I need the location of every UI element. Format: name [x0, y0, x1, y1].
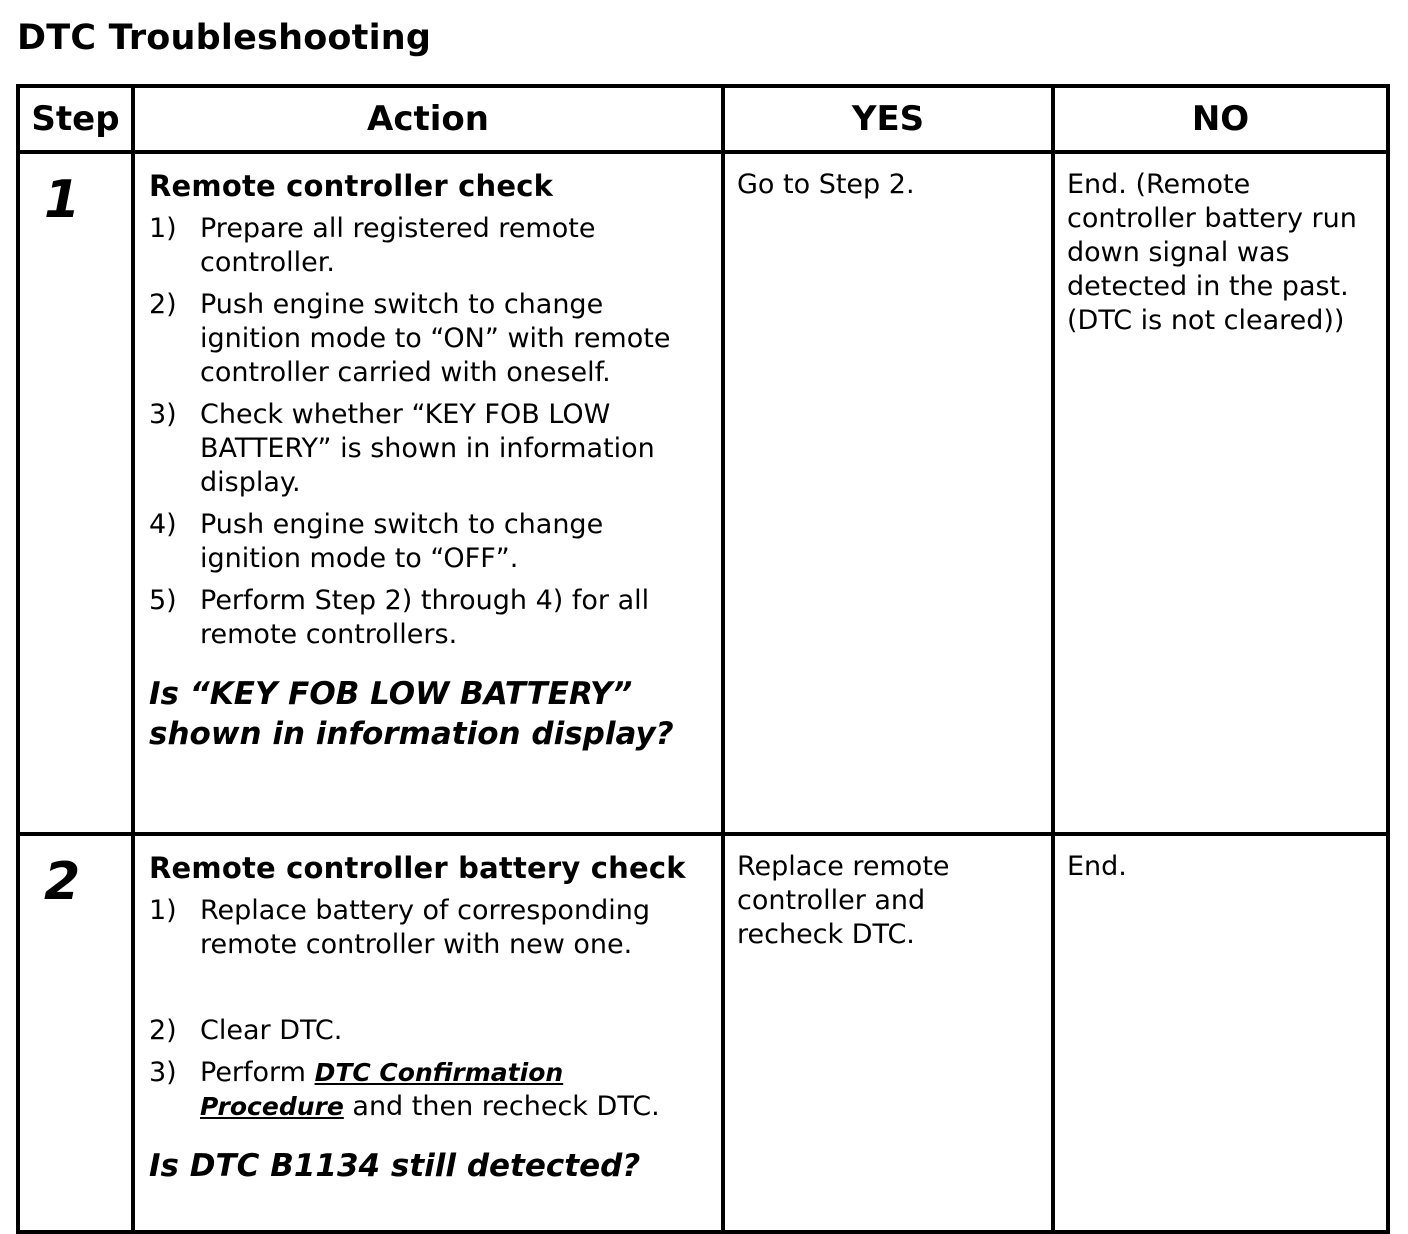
item-text: Push engine switch to change ignition mode to “ON” with remote controller carried with oneself.	[200, 289, 671, 389]
check-question: Is “KEY FOB LOW BATTERY” shown in information display?	[149, 676, 674, 753]
item-number: 2)	[149, 289, 177, 321]
item-number: 1)	[149, 213, 177, 245]
check-question: Is DTC B1134 still detected?	[149, 1148, 641, 1185]
list-item	[149, 398, 707, 500]
header-action: Action	[133, 86, 723, 152]
no-result: End. (Remote controller battery run down signal was detected in the past. (DTC is not cleared))	[1053, 152, 1388, 834]
action-title: Remote controller check	[149, 169, 554, 203]
dtc-troubleshooting-table	[16, 84, 1390, 1234]
action-cell	[133, 152, 723, 834]
list-item	[149, 288, 707, 390]
table-header-row	[18, 86, 1388, 152]
table-row-step-2	[18, 834, 1388, 1232]
action-steps-list	[149, 212, 707, 652]
step-number: 2	[18, 834, 133, 1232]
list-item	[149, 1014, 707, 1048]
list-item	[149, 212, 707, 280]
item-text: Perform Step 2) through 4) for all remote controllers.	[200, 585, 650, 651]
action-steps-list	[149, 894, 707, 1124]
yes-result: Go to Step 2.	[723, 152, 1053, 834]
action-title: Remote controller battery check	[149, 851, 686, 885]
item-text-before: Perform	[200, 1057, 315, 1089]
item-text: Check whether “KEY FOB LOW BATTERY” is shown in information display.	[200, 399, 655, 499]
list-item	[149, 508, 707, 576]
item-number: 1)	[149, 895, 177, 927]
item-number: 3)	[149, 399, 177, 431]
header-no: NO	[1053, 86, 1388, 152]
action-cell	[133, 834, 723, 1232]
item-number: 3)	[149, 1057, 177, 1089]
item-text: Replace battery of corresponding remote controller with new one.	[200, 895, 650, 961]
step-number: 1	[18, 152, 133, 834]
no-result: End.	[1053, 834, 1388, 1232]
table-row-step-1	[18, 152, 1388, 834]
header-yes: YES	[723, 86, 1053, 152]
item-text: Clear DTC.	[200, 1015, 343, 1047]
item-text: Prepare all registered remote controller.	[200, 213, 596, 279]
item-text: Push engine switch to change ignition mode to “OFF”.	[200, 509, 604, 575]
list-item	[149, 894, 707, 962]
list-item	[149, 1056, 707, 1124]
dtc-confirmation-procedure-link[interactable]: DTC Confirmation Procedure	[200, 1058, 564, 1122]
list-item	[149, 584, 707, 652]
item-number: 2)	[149, 1015, 177, 1047]
header-step: Step	[18, 86, 133, 152]
page-title: DTC Troubleshooting	[17, 18, 432, 58]
yes-result: Replace remote controller and recheck DTC.	[723, 834, 1053, 1232]
item-number: 4)	[149, 509, 177, 541]
item-text	[200, 1056, 707, 1124]
item-text-after: and then recheck DTC.	[343, 1091, 660, 1123]
item-number: 5)	[149, 585, 177, 617]
